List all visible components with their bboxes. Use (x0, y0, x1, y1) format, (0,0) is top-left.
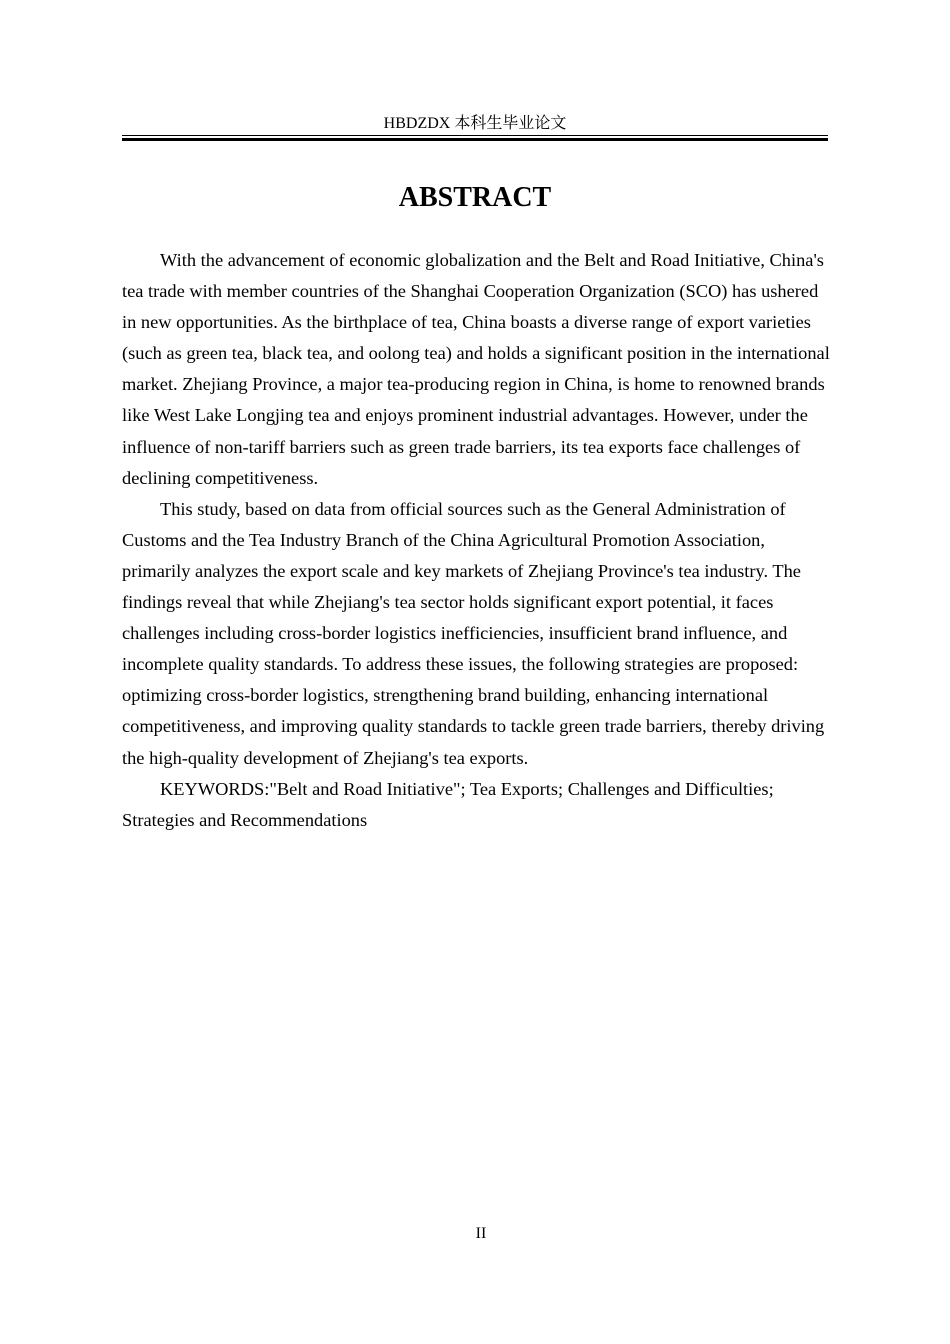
page-number: II (475, 1225, 487, 1242)
abstract-title: ABSTRACT (398, 182, 552, 213)
header-double-rule (122, 135, 828, 141)
abstract-paragraph-2: This study, based on data from official sources such as the General Administration of Customs and the Tea Industry Branch of the China Agricultural Promotion Association, primarily analyzes the export scale and key markets of Zhejiang Province's tea industry. The findings reveal that while Zhejiang's tea sector holds significant export potential, it faces challenges including cross-border logistics inefficiencies, insufficient brand influence, and incomplete quality standards. To address these issues, the following strategies are proposed: optimizing cross-border logistics, strengthening brand building, enhancing international competitiveness, and improving quality standards to tackle green trade barriers, thereby driving the high-quality development of Zhejiang's tea exports. (122, 498, 825, 768)
keywords-line: KEYWORDS:"Belt and Road Initiative"; Tea Exports; Challenges and Difficulties; Strategies and Recommendations (122, 778, 774, 830)
abstract-paragraph-1: With the advancement of economic globalization and the Belt and Road Initiative, China's tea trade with member countries of the Shanghai Cooperation Organization (SCO) has ushered in new opportunities. As the birthplace of tea, China boasts a diverse range of export varieties (such as green tea, black tea, and oolong tea) and holds a significant position in the international market. Zhejiang Province, a major tea-producing region in China, is home to renowned brands like West Lake Longjing tea and enjoys prominent industrial advantages. However, under the influence of non-tariff barriers such as green trade barriers, its tea exports face challenges of declining competitiveness. (122, 250, 830, 488)
running-header: HBDZDX 本科生毕业论文 (383, 115, 567, 132)
abstract-body (122, 245, 832, 836)
